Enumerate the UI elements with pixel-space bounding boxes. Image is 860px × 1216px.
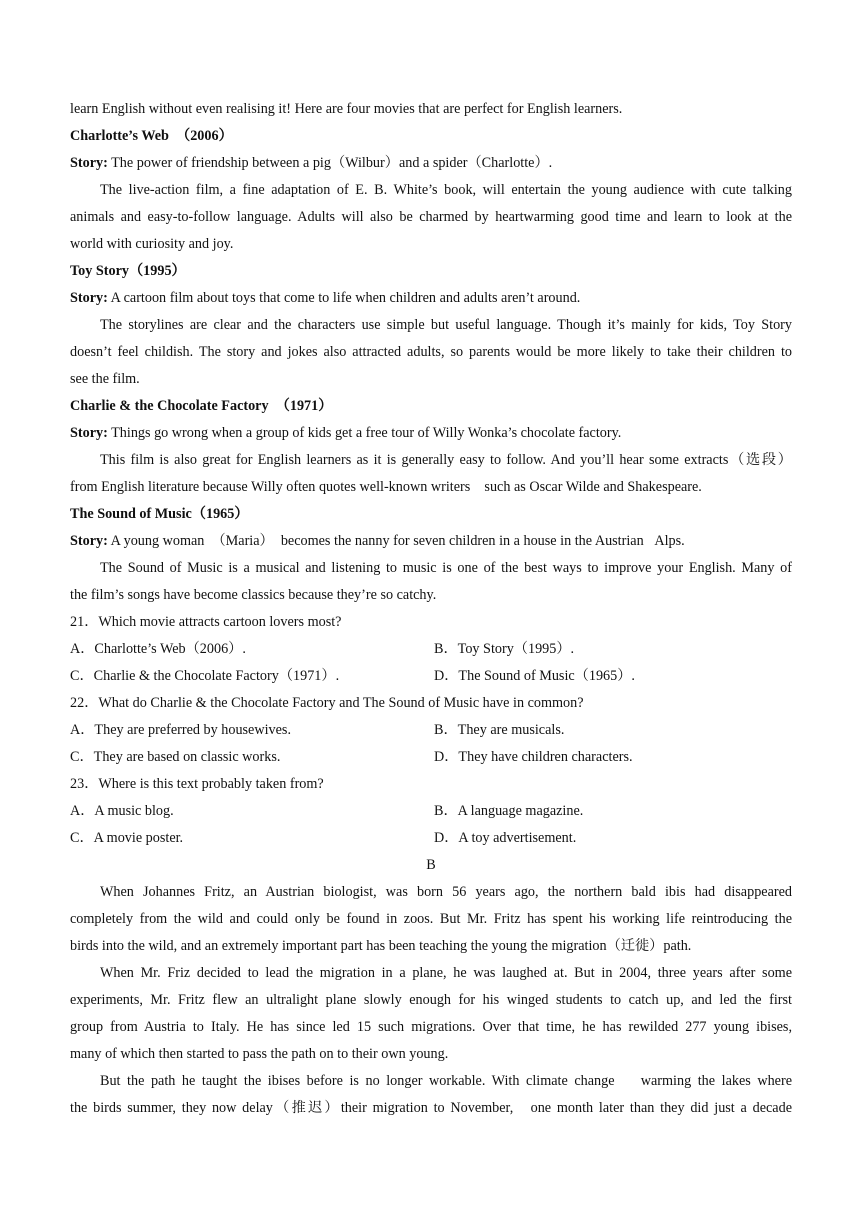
- story-label: Story:: [70, 290, 108, 306]
- question-stem: 23．Where is this text probably taken from?: [70, 776, 324, 792]
- movie-title: Charlie & the Chocolate Factory （1971）: [70, 398, 333, 414]
- story-text: Things go wrong when a group of kids get a free tour of Willy Wonka’s chocolate factory.: [107, 425, 622, 441]
- answer-option-b[interactable]: B．Toy Story（1995）.: [434, 641, 575, 657]
- movie-desc-line: doesn’t feel childish. The story and jokes also attracted adults, so parents would be more likely to take their children to: [70, 344, 792, 360]
- story-label: Story:: [70, 533, 108, 549]
- movie-desc-line: the film’s songs have become classics because they’re so catchy.: [70, 587, 437, 603]
- answer-option-a[interactable]: A．Charlotte’s Web（2006）.: [70, 641, 246, 657]
- movie-section: [70, 123, 792, 258]
- question: [70, 690, 792, 771]
- question: [70, 771, 792, 852]
- movie-section: [70, 393, 792, 501]
- movie-section: [70, 258, 792, 393]
- paragraph-line: birds into the wild, and an extremely important part has been teaching the young the migration（迁徙）path.: [70, 938, 692, 954]
- answer-option-b[interactable]: B．A language magazine.: [434, 803, 584, 819]
- story-text: The power of friendship between a pig（Wilbur）and a spider（Charlotte）.: [107, 155, 553, 171]
- question-stem: 21．Which movie attracts cartoon lovers most?: [70, 614, 342, 630]
- answer-option-d[interactable]: D．They have children characters.: [434, 749, 633, 765]
- answer-option-a[interactable]: A．They are preferred by housewives.: [70, 722, 292, 738]
- answer-option-d[interactable]: D．The Sound of Music（1965）.: [434, 668, 635, 684]
- document-content: [70, 96, 792, 1122]
- paragraph-line: When Johannes Fritz, an Austrian biologist, was born 56 years ago, the northern bald ibis had disappeared: [100, 884, 792, 900]
- movie-story: [70, 528, 792, 555]
- movie-story: [70, 150, 792, 177]
- answer-option-a[interactable]: A．A music blog.: [70, 803, 174, 819]
- passage-paragraph: [70, 879, 792, 960]
- paragraph-line: When Mr. Friz decided to lead the migration in a plane, he was laughed at. But in 2004, three years after some: [100, 965, 792, 981]
- movie-desc-line: The live-action film, a fine adaptation of E. B. White’s book, will entertain the young audience with cute talking: [100, 182, 792, 198]
- section-heading: B: [426, 857, 436, 873]
- paragraph-line: completely from the wild and could only be found in zoos. But Mr. Fritz has spent his working life reintroducing the: [70, 911, 792, 927]
- story-label: Story:: [70, 425, 108, 441]
- movie-desc-line: from English literature because Willy often quotes well-known writers such as Oscar Wilde and Shakespeare.: [70, 479, 702, 495]
- passage-paragraph: [70, 960, 792, 1068]
- movie-title: The Sound of Music（1965）: [70, 506, 249, 522]
- movie-story: [70, 420, 792, 447]
- story-label: Story:: [70, 155, 108, 171]
- movie-desc-line: animals and easy-to-follow language. Adults will also be charmed by heartwarming good time and learn to look at the: [70, 209, 792, 225]
- question-stem: 22．What do Charlie & the Chocolate Factory and The Sound of Music have in common?: [70, 695, 584, 711]
- movie-desc-line: The storylines are clear and the characters use simple but useful language. Though it’s mainly for kids, Toy Story: [100, 317, 792, 333]
- answer-option-c[interactable]: C．They are based on classic works.: [70, 749, 281, 765]
- movie-desc-line: world with curiosity and joy.: [70, 236, 234, 252]
- intro-text: learn English without even realising it! Here are four movies that are perfect for English learners.: [70, 101, 623, 117]
- paragraph-line: group from Austria to Italy. He has since led 15 such migrations. Over that time, he has rewilded 277 young ibises,: [70, 1019, 792, 1035]
- paragraph-line: But the path he taught the ibises before is no longer workable. With climate change warming the lakes where: [100, 1073, 792, 1089]
- paragraph-line: many of which then started to pass the path on to their own young.: [70, 1046, 449, 1062]
- movie-title: Toy Story（1995）: [70, 263, 186, 279]
- paragraph-line: the birds summer, they now delay（推迟）their migration to November, one month later than they did just a decade: [70, 1100, 792, 1116]
- movie-desc-line: This film is also great for English learners as it is generally easy to follow. And you’ll hear some extracts（选段）: [100, 452, 792, 468]
- passage-paragraph: [70, 1068, 792, 1122]
- question: [70, 609, 792, 690]
- paragraph-line: experiments, Mr. Fritz flew an ultralight plane slowly enough for his winged students to catch up, and led the first: [70, 992, 792, 1008]
- answer-option-d[interactable]: D．A toy advertisement.: [434, 830, 577, 846]
- answer-option-c[interactable]: C．A movie poster.: [70, 830, 184, 846]
- story-text: A cartoon film about toys that come to life when children and adults aren’t around.: [107, 290, 581, 306]
- movie-title: Charlotte’s Web （2006）: [70, 128, 233, 144]
- answer-option-c[interactable]: C．Charlie & the Chocolate Factory（1971）.: [70, 668, 340, 684]
- movie-story: [70, 285, 792, 312]
- movie-section: [70, 501, 792, 609]
- answer-option-b[interactable]: B．They are musicals.: [434, 722, 565, 738]
- story-text: A young woman （Maria） becomes the nanny for seven children in a house in the Austrian Alps.: [107, 533, 685, 549]
- movie-desc-line: see the film.: [70, 371, 140, 387]
- movie-desc-line: The Sound of Music is a musical and listening to music is one of the best ways to improve your English. Many of: [100, 560, 792, 576]
